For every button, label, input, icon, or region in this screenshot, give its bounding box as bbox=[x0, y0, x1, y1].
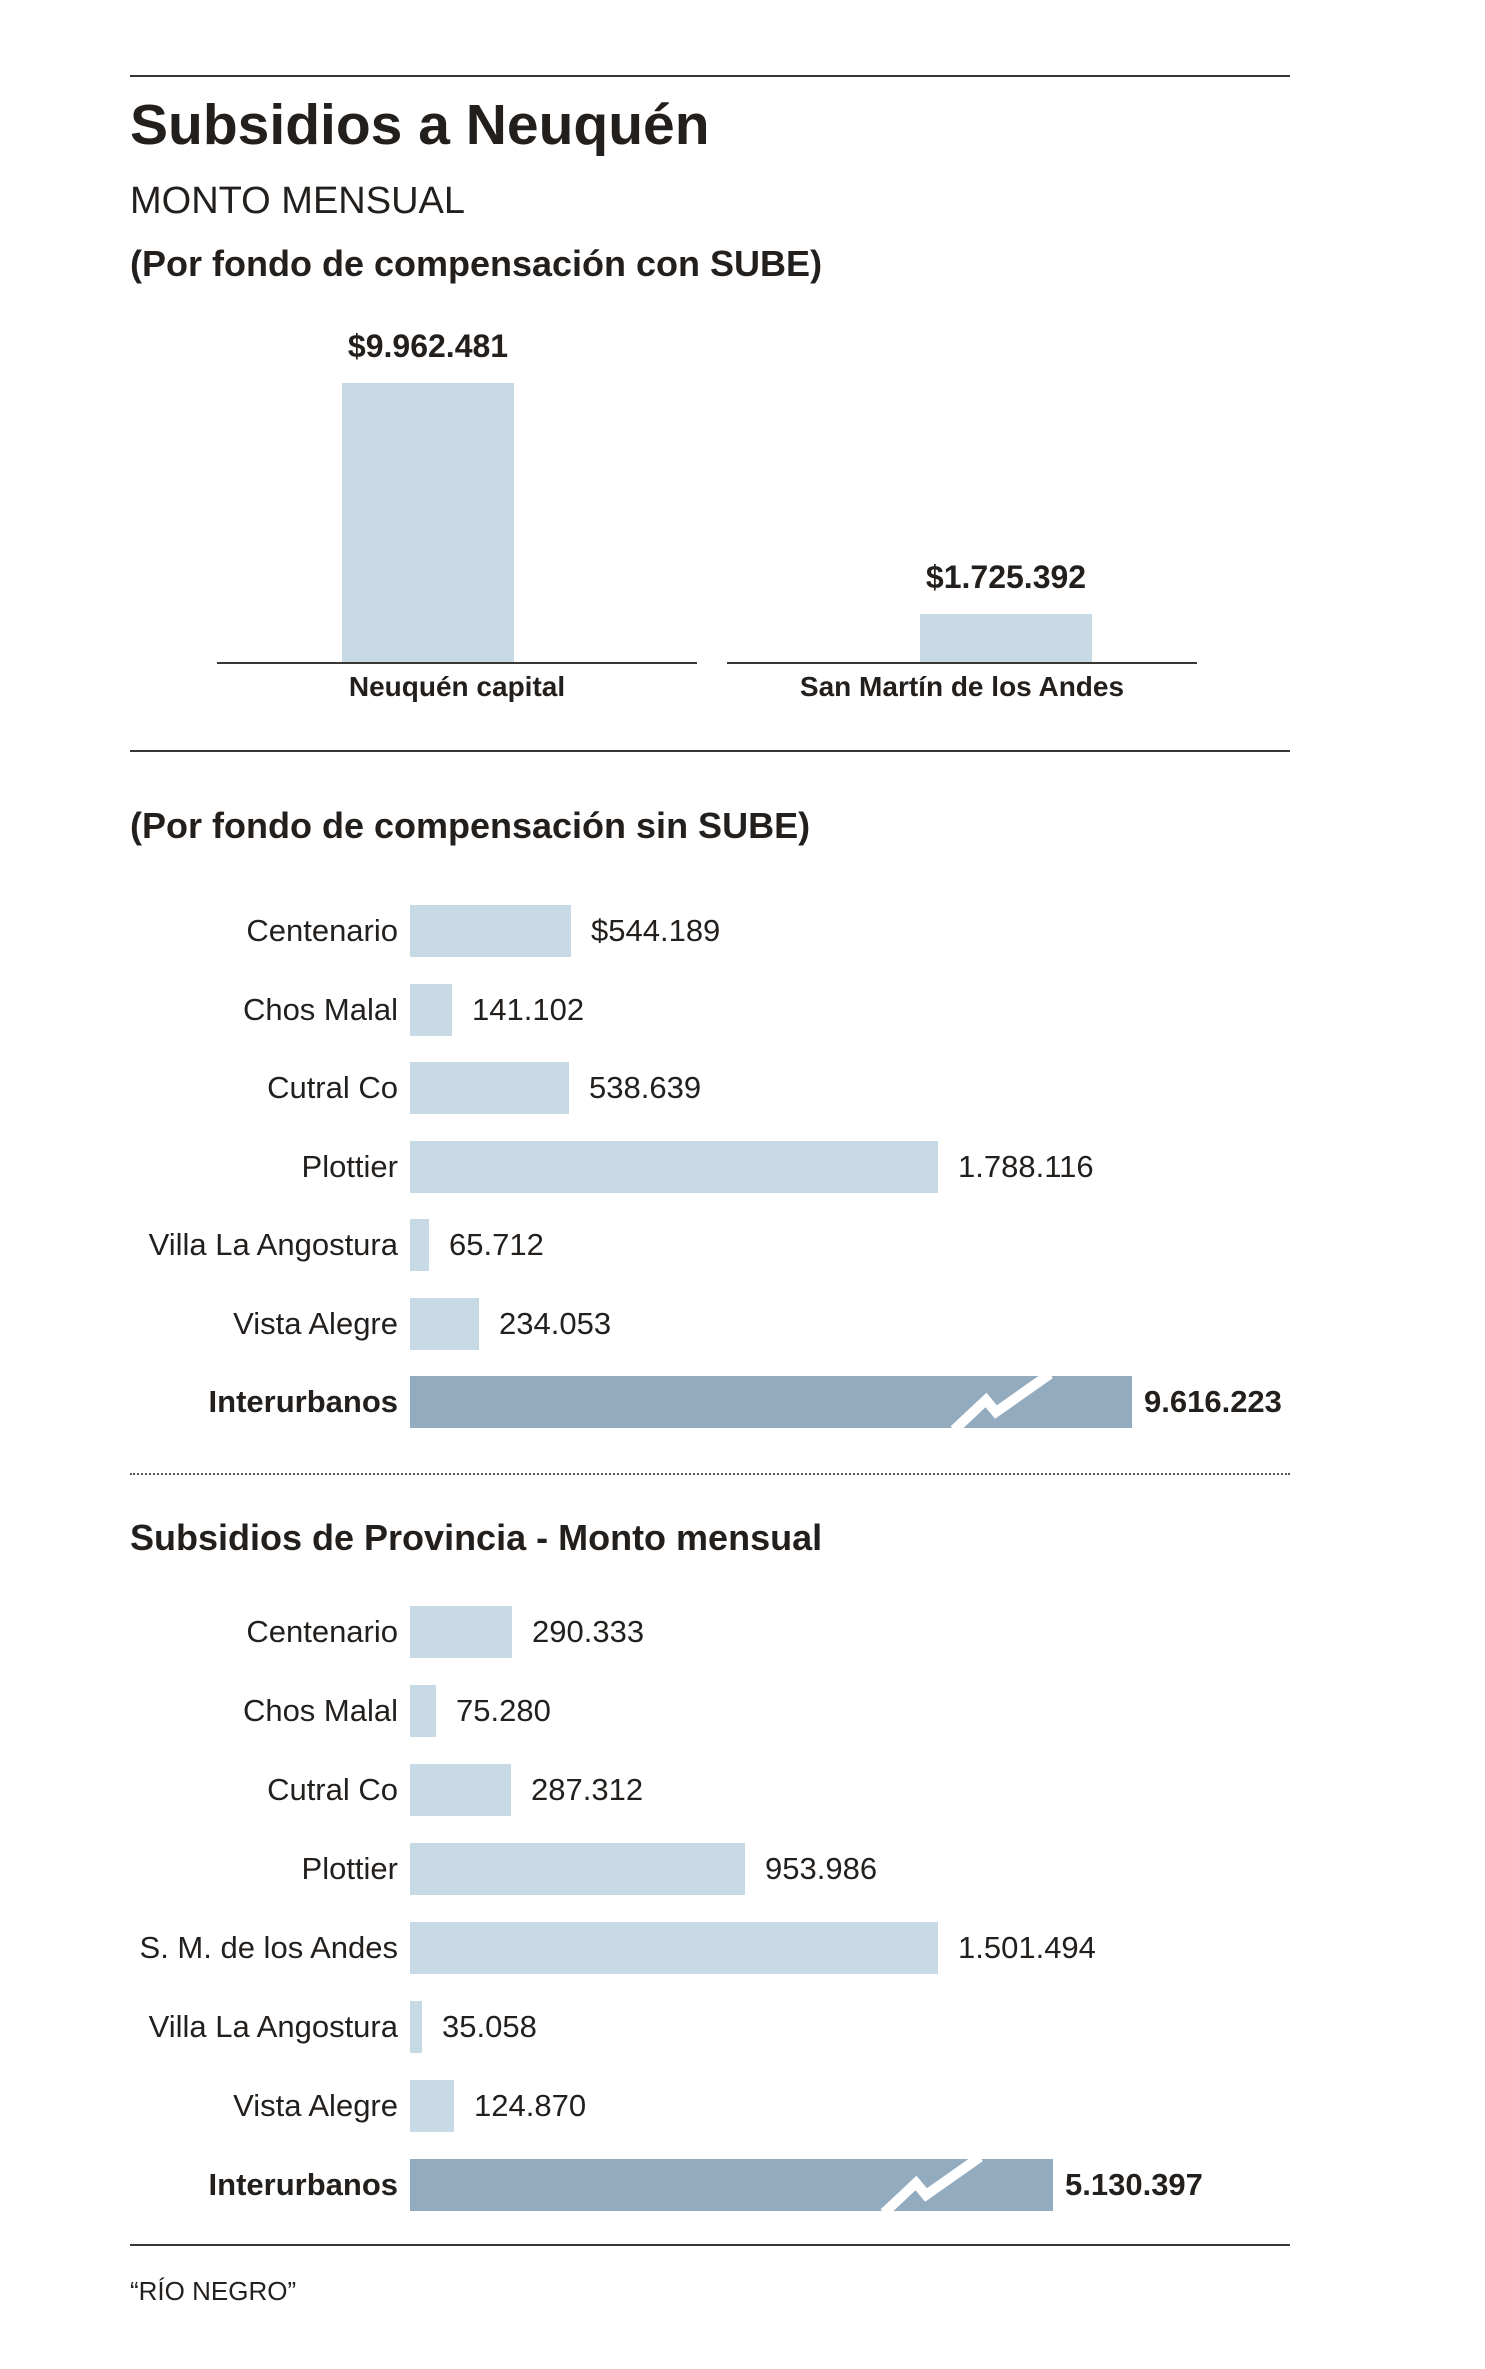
chart-title: Subsidios a Neuquén bbox=[130, 93, 710, 157]
category-label-chos-malal: Chos Malal bbox=[242, 991, 398, 1027]
category-label-cutral-co: Cutral Co bbox=[267, 1772, 398, 1807]
bar-neuquen-capital bbox=[342, 383, 514, 662]
value-label-plottier: 953.986 bbox=[765, 1851, 878, 1886]
bar-centenario bbox=[410, 905, 571, 957]
value-label-s-m-de-los-andes: 1.501.494 bbox=[958, 1930, 1096, 1965]
bottom-rule bbox=[130, 2244, 1290, 2246]
bar-vista-alegre bbox=[410, 1298, 479, 1350]
bar-villa-la-angostura bbox=[410, 2001, 422, 2053]
category-label-cutral-co: Cutral Co bbox=[267, 1070, 398, 1105]
bar-san-martin-de-los-andes bbox=[920, 614, 1092, 662]
value-label-villa-la-angostura: 65.712 bbox=[449, 1227, 544, 1262]
axis-break-interurbanos bbox=[950, 1374, 1060, 1430]
bar-plottier bbox=[410, 1141, 938, 1193]
value-label-chos-malal: 141.102 bbox=[472, 991, 585, 1027]
value-label-interurbanos: 9.616.223 bbox=[1144, 1384, 1282, 1419]
category-label-villa-la-angostura: Villa La Angostura bbox=[148, 1227, 398, 1262]
bar-chos-malal bbox=[410, 984, 452, 1036]
section-title-provincia: Subsidios de Provincia - Monto mensual bbox=[130, 1517, 823, 1558]
value-label-interurbanos: 5.130.397 bbox=[1065, 2167, 1203, 2202]
section-divider-dotted bbox=[130, 1473, 1290, 1475]
value-label-villa-la-angostura: 35.058 bbox=[442, 2009, 537, 2044]
axis-break-mark bbox=[884, 2157, 980, 2213]
value-label-plottier: 1.788.116 bbox=[958, 1148, 1094, 1184]
bar-s-m-de-los-andes bbox=[410, 1922, 938, 1974]
category-label-centenario: Centenario bbox=[246, 913, 398, 948]
source-credit: “RÍO NEGRO” bbox=[130, 2276, 297, 2306]
category-label-villa-la-angostura: Villa La Angostura bbox=[148, 2009, 398, 2044]
category-label-plottier: Plottier bbox=[301, 1851, 398, 1886]
value-label-centenario: $544.189 bbox=[591, 913, 721, 948]
section-title-con-sube: (Por fondo de compensación con SUBE) bbox=[130, 243, 823, 284]
category-label-vista-alegre: Vista Alegre bbox=[233, 2088, 398, 2123]
value-label-vista-alegre: 234.053 bbox=[499, 1305, 612, 1341]
baseline-neuquen-capital bbox=[217, 662, 697, 664]
bar-cutral-co bbox=[410, 1062, 569, 1114]
category-label-neuquen-capital: Neuquén capital bbox=[348, 671, 566, 702]
bar-plottier bbox=[410, 1843, 745, 1895]
section-title-sin-sube: (Por fondo de compensación sin SUBE) bbox=[130, 805, 811, 846]
value-label-vista-alegre: 124.870 bbox=[474, 2088, 587, 2123]
axis-break-mark bbox=[954, 1374, 1050, 1430]
category-label-s-m-de-los-andes: S. M. de los Andes bbox=[139, 1930, 398, 1965]
bar-centenario bbox=[410, 1606, 512, 1658]
bar-cutral-co bbox=[410, 1764, 511, 1816]
value-label-chos-malal: 75.280 bbox=[456, 1693, 551, 1728]
category-label-interurbanos: Interurbanos bbox=[208, 2167, 398, 2202]
value-label-centenario: 290.333 bbox=[532, 1614, 645, 1649]
chart-subtitle: MONTO MENSUAL bbox=[130, 180, 466, 222]
value-label-cutral-co: 287.312 bbox=[531, 1772, 644, 1807]
bar-vista-alegre bbox=[410, 2080, 454, 2132]
value-label-cutral-co: 538.639 bbox=[589, 1070, 702, 1105]
category-label-san-martin-de-los-andes: San Martín de los Andes bbox=[799, 671, 1125, 702]
category-label-vista-alegre: Vista Alegre bbox=[233, 1305, 398, 1341]
category-label-chos-malal: Chos Malal bbox=[242, 1693, 398, 1728]
category-label-interurbanos: Interurbanos bbox=[208, 1384, 398, 1419]
value-label-neuquen-capital: $9.962.481 bbox=[347, 328, 509, 364]
axis-break-interurbanos bbox=[880, 2157, 990, 2213]
value-label-san-martin-de-los-andes: $1.725.392 bbox=[925, 559, 1087, 595]
top-rule bbox=[130, 75, 1290, 77]
bar-chos-malal bbox=[410, 1685, 436, 1737]
category-label-centenario: Centenario bbox=[246, 1614, 398, 1649]
bar-villa-la-angostura bbox=[410, 1219, 429, 1271]
baseline-san-martin-de-los-andes bbox=[727, 662, 1197, 664]
section1-bottom-rule bbox=[130, 750, 1290, 752]
category-label-plottier: Plottier bbox=[301, 1148, 398, 1184]
